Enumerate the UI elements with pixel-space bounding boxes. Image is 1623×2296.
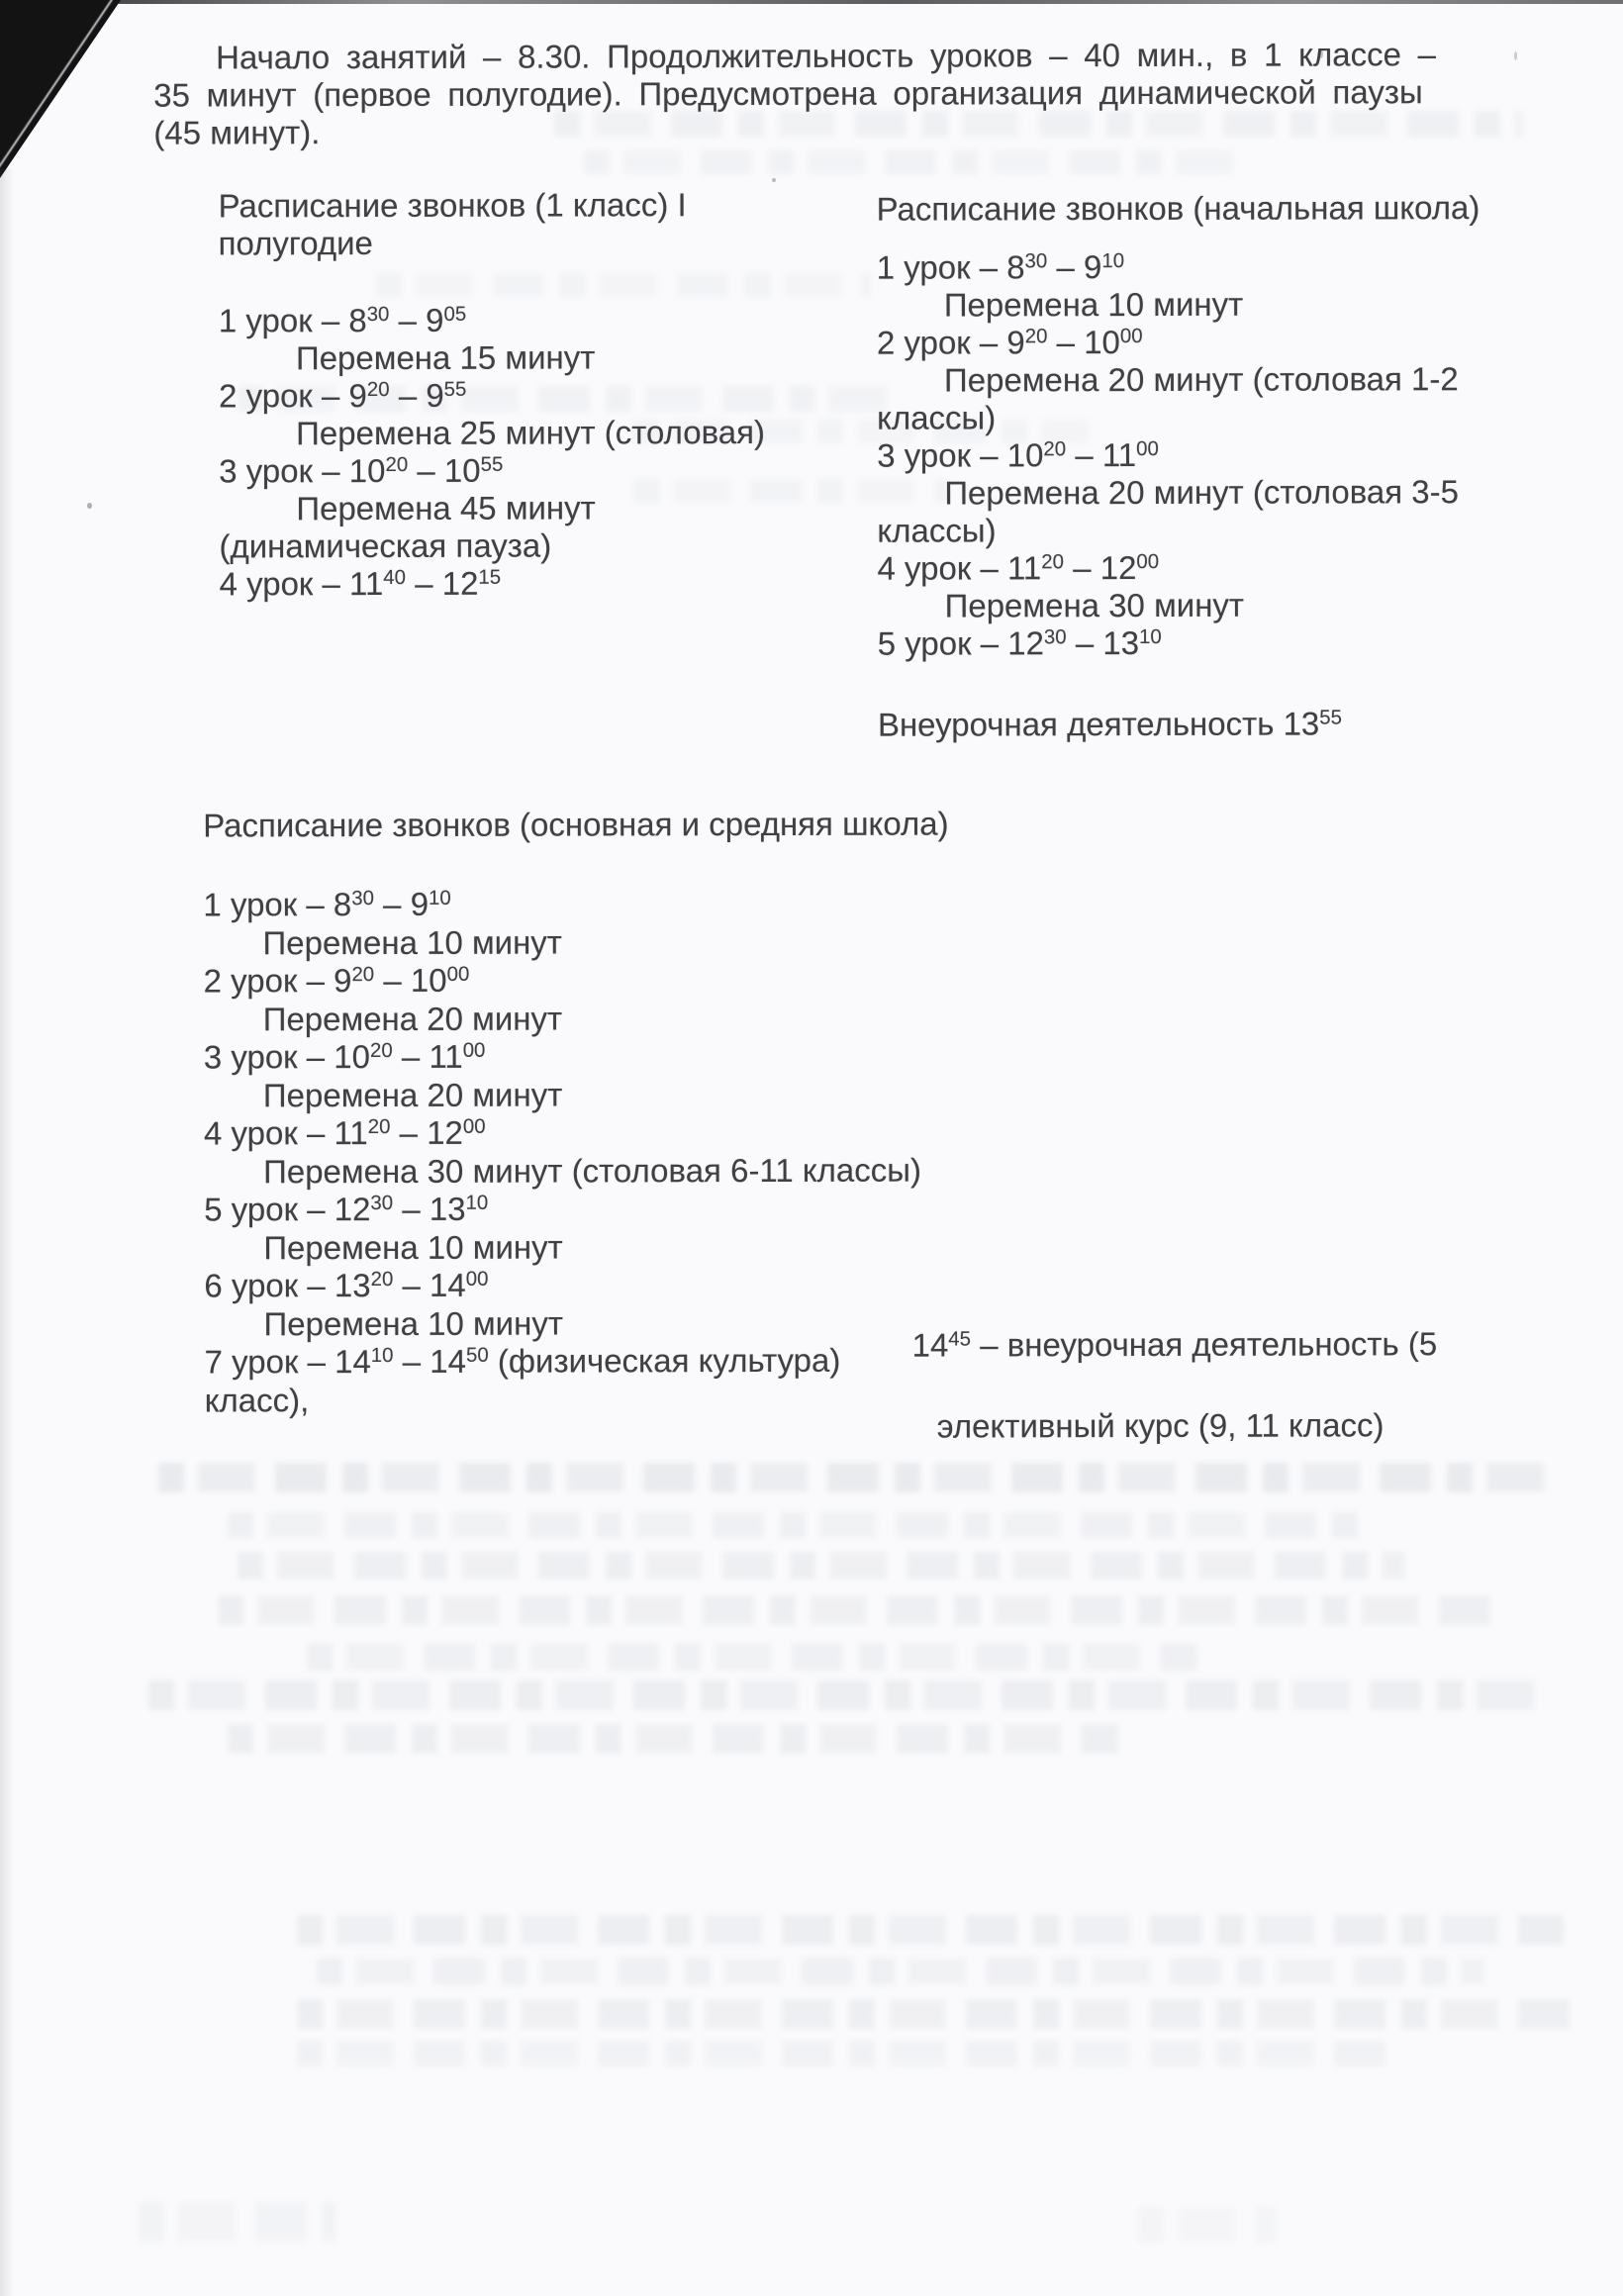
primary-extracurricular-note: Внеурочная деятельность $13^{55}$ xyxy=(877,705,1342,743)
schedule-line: Перемена 30 минут xyxy=(944,586,1245,624)
schedule-line: Перемена 10 минут xyxy=(943,285,1244,324)
first-grade-schedule xyxy=(219,301,766,603)
section-title-line: Расписание звонков (1 класс) I xyxy=(218,186,687,225)
schedule-line: 6 урок – $13^{20} - 14^{00}$ xyxy=(204,1266,489,1304)
schedule-line: (динамическая пауза) xyxy=(219,526,552,565)
intro-line: Начало занятий – 8.30. Продолжительность уроков – 40 мин., в 1 классе – xyxy=(216,36,1436,76)
schedule-line: Перемена 20 минут (столовая 3-5 xyxy=(944,473,1460,512)
schedule-line: Перемена 45 минут xyxy=(296,489,596,527)
secondary-extracurricular-note: $14^{45}$ – внеурочная деятельность (5 xyxy=(911,1325,1438,1364)
schedule-line: 3 урок – $10^{20} - 11^{00}$ xyxy=(203,1037,486,1076)
secondary-elective-note: элективный курс (9, 11 класс) xyxy=(936,1406,1384,1445)
schedule-line: Перемена 20 минут xyxy=(262,1076,563,1113)
schedule-line: 3 урок – $10^{20} - 11^{00}$ xyxy=(877,435,1159,474)
schedule-line: Перемена 25 минут (столовая) xyxy=(296,413,765,452)
primary-school-schedule xyxy=(877,247,1460,663)
schedule-line: Перемена 30 минут (столовая 6-11 классы) xyxy=(263,1151,922,1190)
schedule-line: 2 урок – $9^{20} - 10^{00}$ xyxy=(876,324,1143,361)
schedule-line: 5 урок – $12^{30} - 13^{10}$ xyxy=(877,623,1162,662)
schedule-line: Перемена 10 минут xyxy=(262,923,562,961)
schedule-line: Перемена 20 минут xyxy=(262,1000,563,1037)
schedule-line: Перемена 10 минут xyxy=(263,1304,563,1342)
schedule-line: 1 урок – $8^{30} - 9^{10}$ xyxy=(876,248,1125,286)
schedule-line: Перемена 15 минут xyxy=(295,338,596,377)
primary-school-section-title: Расписание звонков (начальная школа) xyxy=(876,189,1480,228)
schedule-line: 1 урок – $8^{30} - 9^{10}$ xyxy=(203,885,451,923)
schedule-line: 2 урок – $9^{20} - 9^{55}$ xyxy=(218,376,467,415)
secondary-school-section-title: Расписание звонков (основная и средняя школа) xyxy=(203,805,949,844)
schedule-line: 2 урок – $9^{20} - 10^{00}$ xyxy=(203,961,470,1000)
schedule-line: 7 урок – $14^{10} - 14^{50}$ (физическая культура) xyxy=(204,1341,841,1381)
secondary-school-schedule xyxy=(203,885,921,1420)
schedule-line: класс), xyxy=(204,1381,310,1418)
intro-line: (45 минут). xyxy=(153,114,321,151)
schedule-line: 5 урок – $12^{30} - 13^{10}$ xyxy=(204,1190,489,1228)
schedule-line: 4 урок – $11^{20} - 12^{00}$ xyxy=(203,1113,486,1152)
intro-paragraph xyxy=(153,36,1484,152)
schedule-line: 4 урок – $11^{40} - 12^{15}$ xyxy=(219,564,502,603)
schedule-line: классы) xyxy=(877,399,997,436)
schedule-line: 1 урок – $8^{30} - 9^{05}$ xyxy=(218,301,467,339)
section-title-line: полугодие xyxy=(218,225,373,262)
schedule-line: 4 урок – $11^{20} - 12^{00}$ xyxy=(877,548,1160,587)
schedule-line: классы) xyxy=(877,512,997,549)
schedule-line: Перемена 10 минут xyxy=(263,1228,563,1266)
first-grade-section-title xyxy=(218,186,686,262)
schedule-line: 3 урок – $10^{20} - 10^{55}$ xyxy=(219,451,504,490)
schedule-line: Перемена 20 минут (столовая 1-2 xyxy=(943,360,1459,399)
intro-line: 35 минут (первое полугодие). Предусмотрена организация динамической паузы xyxy=(153,73,1423,114)
